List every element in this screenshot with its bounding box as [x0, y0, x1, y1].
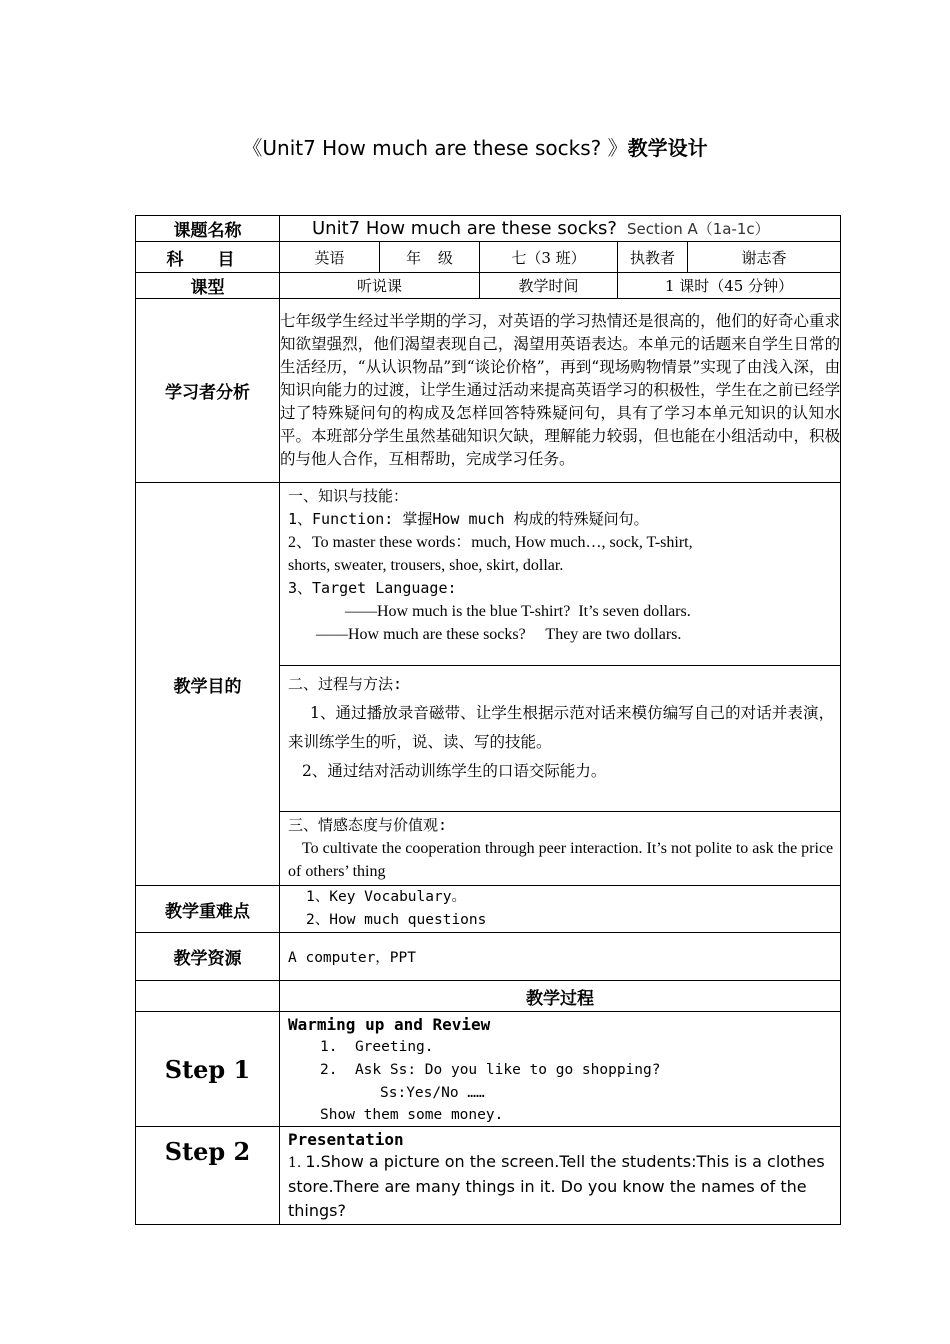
methods-heading: 二、过程与方法:: [288, 675, 403, 693]
resources-label: 教学资源: [136, 933, 280, 981]
step1-item-1: 1. Greeting.: [320, 1039, 434, 1055]
teacher-label: 执教者: [618, 242, 688, 273]
words-line-1: 2、To master these words：much, How much…, sock, T-shirt,: [288, 534, 693, 551]
process-heading-blank: [136, 981, 280, 1012]
objectives-label: 教学目的: [136, 483, 280, 886]
methods-item-1: 1、通过播放录音磁带、让学生根据示范对话来模仿编写自己的对话并表演，来训练学生的听，说、读、写的技能。: [288, 704, 835, 751]
type-row: [136, 273, 841, 299]
step1-label: Step 1: [136, 1012, 280, 1127]
step1-item-2: 2. Ask Ss: Do you like to go shopping?: [320, 1062, 661, 1078]
step1-title: Warming up and Review: [288, 1015, 491, 1034]
step1-item-3: Ss:Yes/No ……: [380, 1085, 485, 1101]
learner-label: 学习者分析: [136, 299, 280, 483]
topic-title: Unit7 How much are these socks?: [312, 218, 617, 239]
topic-label: 课题名称: [136, 216, 280, 242]
learner-row: [136, 299, 841, 483]
topic-section: Section A（1a-1c）: [626, 220, 770, 238]
keypoint-2: 2、How much questions: [306, 912, 487, 928]
dialogue-line-1: ——How much is the blue T-shirt? It’s seven dollars.: [345, 603, 691, 620]
step2-content: [280, 1127, 841, 1225]
type-value: 听说课: [280, 273, 480, 299]
lesson-plan-table: [135, 215, 841, 1225]
step1-content: [280, 1012, 841, 1127]
attitude-heading: 三、情感态度与价值观:: [288, 816, 448, 834]
process-heading: 教学过程: [280, 981, 841, 1012]
process-methods: [280, 666, 841, 812]
knowledge-heading: 一、知识与技能：: [288, 487, 409, 505]
objectives-row-1: [136, 483, 841, 666]
step1-row: [136, 1012, 841, 1127]
step2-label: Step 2: [136, 1127, 280, 1225]
keypoint-1: 1、Key Vocabulary。: [306, 889, 466, 905]
type-label: 课型: [136, 273, 280, 299]
step2-item-1: 1. 1.Show a picture on the screen.Tell the students:This is a clothes store.There are many things in it. Do you know the names of the things?: [288, 1152, 825, 1220]
words-line-2: shorts, sweater, trousers, shoe, skirt, dollar.: [288, 557, 564, 574]
keypoints-label: 教学重难点: [136, 886, 280, 933]
knowledge-skills: [280, 483, 841, 666]
subject-value: 英语: [280, 242, 380, 273]
attitude-values: [280, 812, 841, 886]
dialogue-line-2: ——How much are these socks? They are two dollars.: [316, 626, 682, 643]
keypoints-content: [280, 886, 841, 933]
resources-row: [136, 933, 841, 981]
topic-value: [280, 216, 841, 242]
subject-label: 科 目: [136, 242, 280, 273]
methods-item-2: 2、通过结对活动训练学生的口语交际能力。: [302, 762, 607, 780]
learner-text: 七年级学生经过半学期的学习，对英语的学习热情还是很高的，他们的好奇心重求知欲望强烈，他们渴望表现自己，渴望用英语表达。本单元的话题来自学生日常的生活经历，“从认识物品”到“谈论价格”，再到“现场购物情景”实现了由浅入深，由知识向能力的过渡，让学生通过活动来提高英语学习的积极性，学生在之前已经学过了特殊疑问句的构成及怎样回答特殊疑问句，具有了学习本单元知识的认知水平。本班部分学生虽然基础知识欠缺，理解能力较弱，但也能在小组活动中，积极的与他人合作，互相帮助，完成学习任务。: [280, 299, 841, 483]
grade-label: 年 级: [380, 242, 480, 273]
topic-row: [136, 216, 841, 242]
page-title: 《Unit7 How much are these socks? 》教学设计: [242, 136, 708, 160]
step2-title: Presentation: [288, 1130, 404, 1149]
time-value: 1 课时（45 分钟）: [618, 273, 841, 299]
step2-row: [136, 1127, 841, 1225]
teacher-value: 谢志香: [688, 242, 841, 273]
grade-value: 七（3 班）: [480, 242, 618, 273]
subject-row: [136, 242, 841, 273]
time-label: 教学时间: [480, 273, 618, 299]
resources-value: A computer，PPT: [280, 933, 841, 981]
target-language-line: 3、Target Language:: [288, 579, 457, 597]
process-heading-row: [136, 981, 841, 1012]
keypoints-row: [136, 886, 841, 933]
function-line: 1、Function: 掌握How much 构成的特殊疑问句。: [288, 510, 649, 528]
attitude-text: To cultivate the cooperation through peer interaction. It’s not polite to ask the price of others’ thing: [288, 840, 834, 880]
step1-item-4: Show them some money.: [320, 1107, 504, 1123]
